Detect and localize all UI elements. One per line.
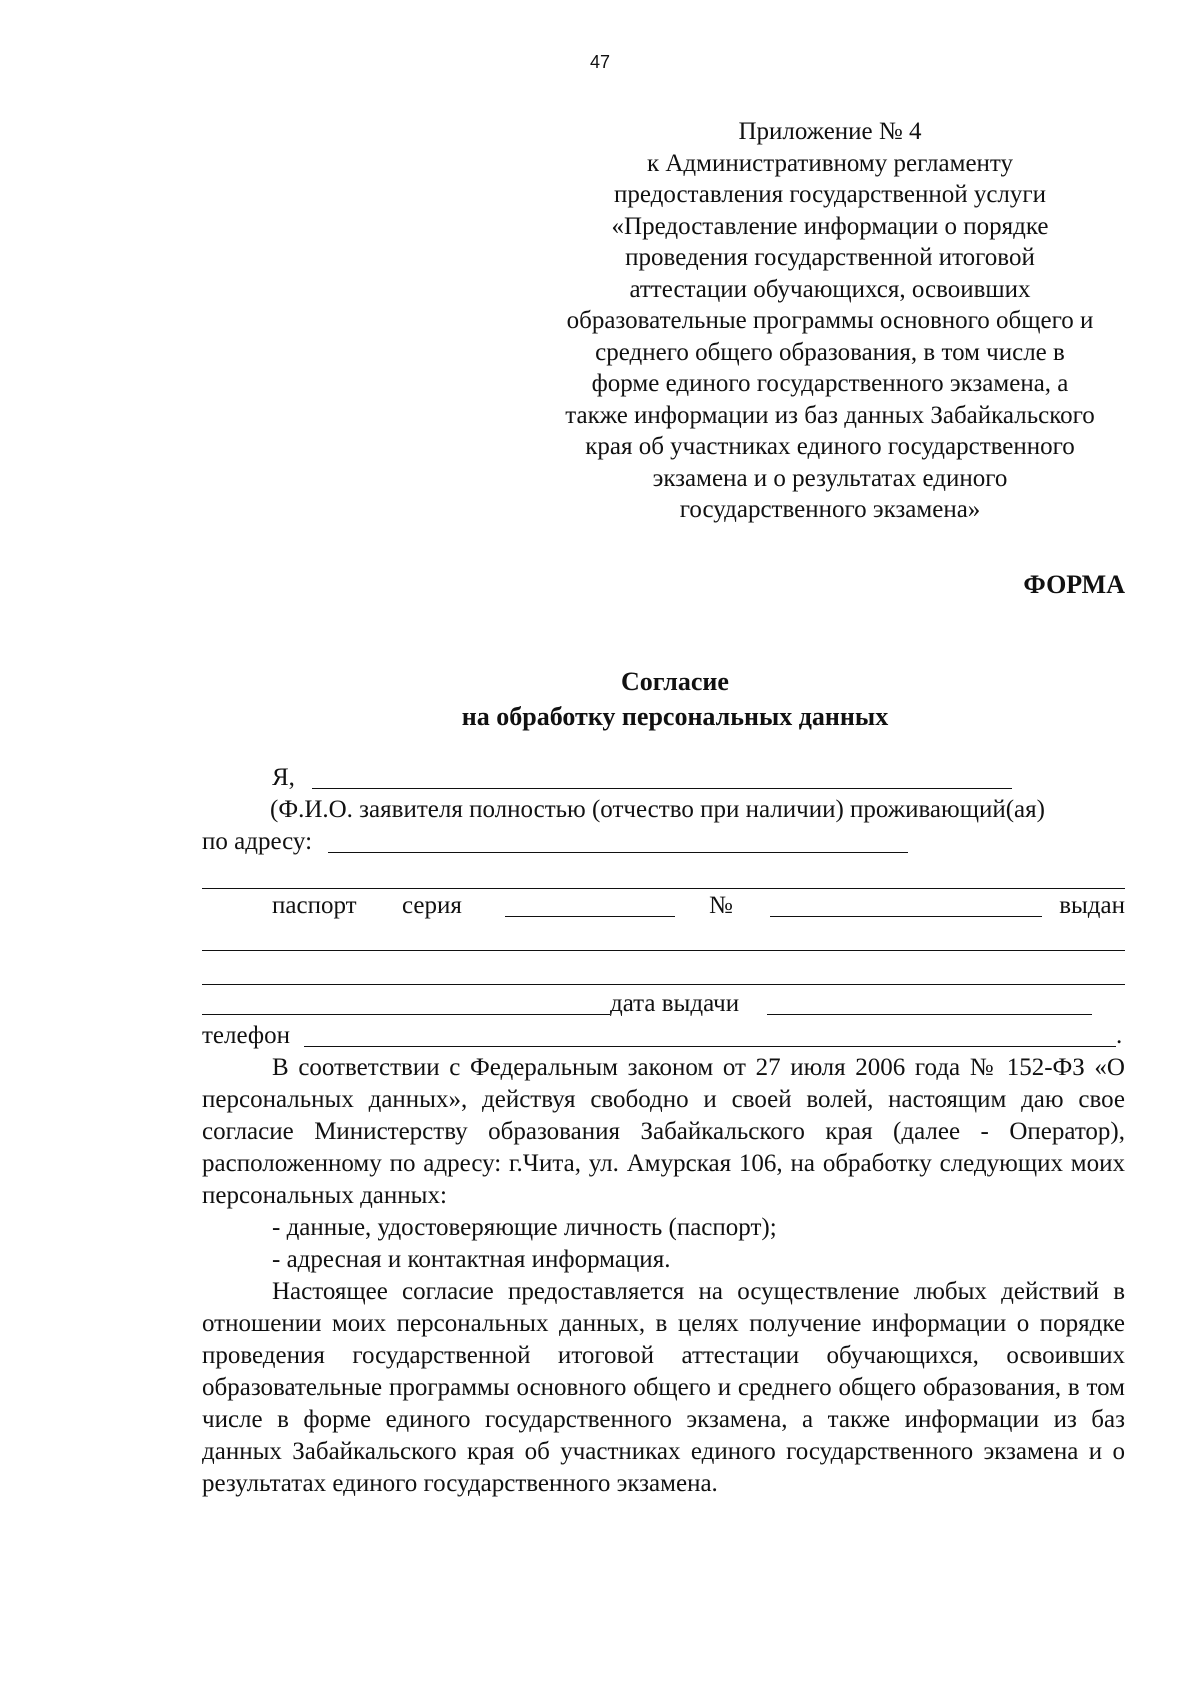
appendix-line: также информации из баз данных Забайкальского bbox=[565, 401, 1095, 429]
address-label: по адресу: bbox=[202, 828, 313, 855]
appendix-line: экзамена и о результатах единого bbox=[652, 464, 1008, 492]
issued-by-line-2[interactable] bbox=[202, 984, 1125, 985]
appendix-line: среднего общего образования, в том числе в bbox=[595, 338, 1065, 366]
fio-note: (Ф.И.О. заявителя полностью (отчество при наличии) проживающий(ая) bbox=[270, 796, 1045, 823]
appendix-line: аттестации обучающихся, освоивших bbox=[629, 275, 1031, 303]
data-item: - адресная и контактная информация. bbox=[272, 1246, 671, 1273]
title-line-2: на обработку персональных данных bbox=[461, 702, 889, 731]
passport-label: паспорт bbox=[272, 892, 357, 919]
phone-field[interactable] bbox=[304, 1020, 1116, 1047]
fio-field[interactable] bbox=[312, 762, 1012, 789]
passport-row bbox=[202, 890, 1125, 922]
page-number: 47 bbox=[589, 52, 611, 72]
appendix-header bbox=[530, 116, 1130, 526]
issued-by-line[interactable] bbox=[202, 950, 1125, 951]
phone-row bbox=[202, 1020, 1125, 1052]
appendix-line: к Административному регламенту bbox=[646, 149, 1014, 177]
appendix-line: форме единого государственного экзамена, а bbox=[591, 370, 1069, 397]
issue-date-field[interactable] bbox=[767, 988, 1092, 1015]
appendix-line: края об участниках единого государственного bbox=[585, 433, 1075, 460]
appendix-line: проведения государственной итоговой bbox=[625, 244, 1035, 271]
address-row bbox=[202, 826, 1125, 858]
i-label: Я, bbox=[272, 764, 295, 791]
address-continuation-line[interactable] bbox=[202, 888, 1125, 889]
issue-date-label: дата выдачи bbox=[610, 990, 740, 1017]
issued-by-field-end[interactable] bbox=[202, 988, 610, 1015]
consent-paragraph: В соответствии с Федеральным законом от 27 июля 2006 года № 152-ФЗ «О персональных данных», действуя свободно и своей волей, настоящим даю свое согласие Министерству образования Забайкальского края (далее - Оператор), расположенному по адресу: г.Чита, ул. Амурская 106, на обработку следующих моих персональных данных: bbox=[202, 1054, 1125, 1209]
appendix-line: государственного экзамена» bbox=[679, 496, 981, 523]
form-label: ФОРМА bbox=[1023, 570, 1125, 599]
number-label: № bbox=[709, 892, 733, 919]
appendix-line: образовательные программы основного общего и bbox=[566, 307, 1094, 334]
issued-label: выдан bbox=[1059, 892, 1125, 919]
phone-end: . bbox=[1116, 1022, 1123, 1049]
appendix-line: предоставления государственной услуги bbox=[613, 181, 1047, 208]
fio-row bbox=[202, 762, 1125, 794]
appendix-line: Приложение № 4 bbox=[738, 118, 922, 145]
phone-label: телефон bbox=[202, 1022, 290, 1049]
appendix-line: «Предоставление информации о порядке bbox=[611, 212, 1049, 240]
passport-number-field[interactable] bbox=[770, 890, 1042, 917]
issue-date-row bbox=[202, 988, 1125, 1020]
purpose-paragraph: Настоящее согласие предоставляется на осуществление любых действий в отношении моих персональных данных, в целях получение информации о порядке проведения государственной итоговой аттестации обучающихся, освоивших образовательные программы основного общего и среднего общего образования, в том числе в форме единого государственного экзамена, а также информации из баз данных Забайкальского края об участниках единого государственного экзамена и о результатах единого государственного экзамена. bbox=[202, 1278, 1125, 1497]
data-item: - данные, удостоверяющие личность (паспорт); bbox=[272, 1214, 777, 1241]
series-field[interactable] bbox=[505, 890, 675, 917]
fio-note-row bbox=[202, 794, 1125, 826]
consent-section bbox=[202, 1052, 1125, 1500]
series-label: серия bbox=[402, 892, 462, 919]
title-line-1: Согласие bbox=[621, 667, 729, 696]
address-field[interactable] bbox=[328, 826, 908, 853]
document-title bbox=[0, 664, 1200, 734]
